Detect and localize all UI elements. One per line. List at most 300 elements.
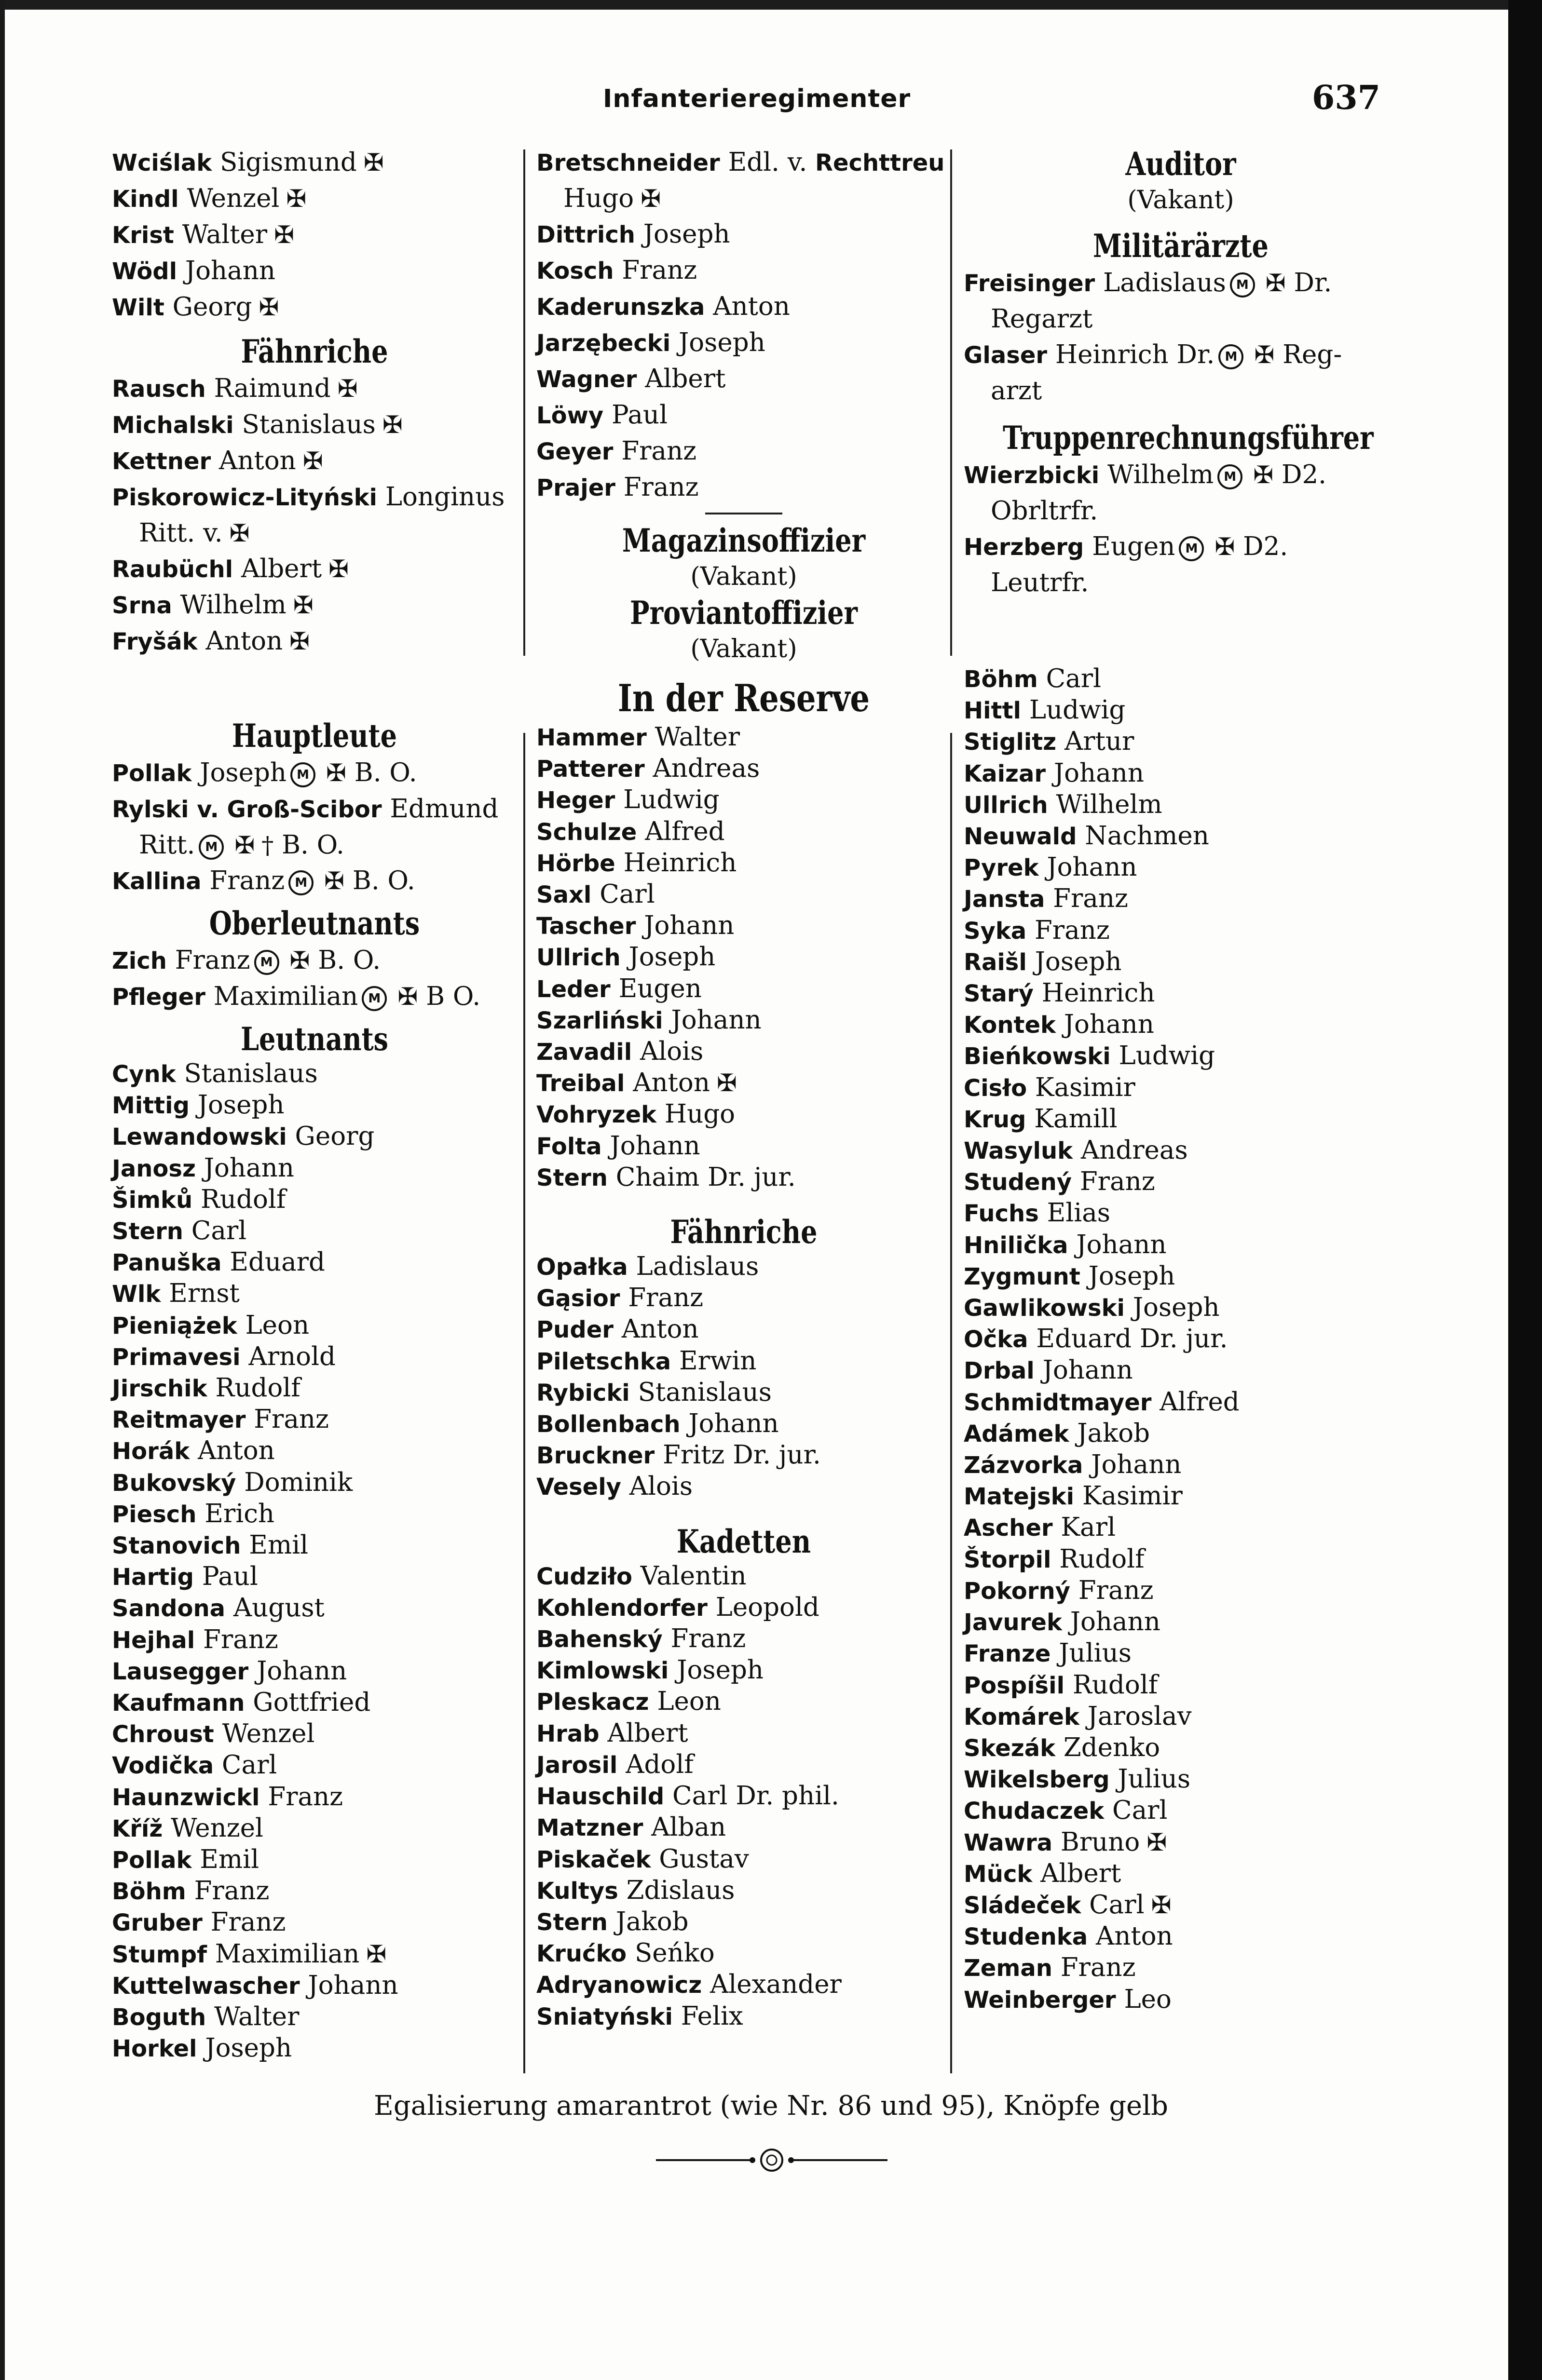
entry-surname: Bollenbach — [536, 1411, 681, 1438]
entry-given-name: Raimund — [205, 374, 331, 403]
entry-suffix: Reg- — [1274, 340, 1342, 369]
list-item — [536, 433, 951, 470]
entry-surname: Kettner — [112, 448, 211, 475]
entry-surname: Hrab — [536, 1720, 600, 1747]
medal-mark-icon: M — [1179, 536, 1204, 561]
entry-surname: Böhm — [112, 1878, 186, 1906]
entry-surname: Löwy — [536, 402, 604, 429]
entry-surname: Srna — [112, 592, 172, 619]
entry-given-name: Maximilian — [205, 982, 358, 1011]
entry-given-name: Kamill — [1026, 1104, 1118, 1134]
list-item — [536, 1907, 951, 1938]
entry-surname: Bukovský — [112, 1469, 236, 1497]
list-item — [964, 1135, 1398, 1166]
entry-given-name: Elias — [1038, 1198, 1110, 1228]
list-item — [536, 1471, 951, 1502]
entry-given-name: Franz — [186, 1876, 270, 1906]
entry-surname: Reitmayer — [112, 1406, 246, 1434]
entry-given-name: Franz — [662, 1624, 746, 1654]
entry-surname: Dittrich — [536, 221, 635, 248]
section-title-truppenrechnungsfuehrer: Truppenrechnungsführer — [1003, 419, 1374, 457]
entry-surname: Studený — [964, 1169, 1072, 1196]
entry-given-name: Joseph — [620, 942, 716, 972]
section-title-hauptleute: Hauptleute — [232, 717, 397, 755]
entry-surname: Cisło — [964, 1074, 1027, 1102]
entry-given-name: Johann — [601, 1131, 700, 1161]
entry-continuation: Ritt. — [139, 830, 195, 860]
list-item — [536, 1592, 951, 1623]
entry-surname: Zygmunt — [964, 1263, 1080, 1290]
list-item — [536, 1686, 951, 1717]
list-item — [536, 1812, 951, 1843]
entry-surname: Kultys — [536, 1877, 618, 1905]
entry-given-name: Rudolf — [207, 1373, 300, 1403]
entry-surname: Studenka — [964, 1923, 1088, 1951]
entry-given-name: Franz — [613, 436, 697, 466]
entry-given-name: Franz — [166, 946, 250, 975]
entry-suffix: B. O. — [310, 946, 381, 975]
entry-surname: Horkel — [112, 2035, 197, 2063]
entry-surname: Pleskacz — [536, 1689, 649, 1716]
faehnriche-reserve-list — [536, 1251, 951, 1503]
entry-given-name: Maximilian — [206, 1939, 360, 1969]
list-item — [112, 1499, 517, 1530]
entry-suffix: B O. — [418, 982, 481, 1011]
entry-surname: Piskaček — [536, 1846, 651, 1873]
entry-given-name: Emil — [241, 1530, 309, 1560]
entry-given-name: Anton — [1088, 1921, 1173, 1951]
entry-given-name: Zdenko — [1055, 1732, 1160, 1762]
entry-surname: Gąsior — [536, 1285, 620, 1312]
entry-surname: Leder — [536, 975, 611, 1003]
list-item — [964, 1858, 1398, 1890]
entry-surname: Stumpf — [112, 1941, 207, 1968]
entry-surname: Jarosil — [536, 1751, 618, 1779]
entry-surname: Bruckner — [536, 1442, 655, 1470]
entry-given-name: Ludwig — [615, 785, 720, 815]
entry-continuation: arzt — [991, 376, 1042, 406]
entry-continuation: Regarzt — [991, 304, 1093, 334]
list-item — [964, 1701, 1398, 1732]
entry-surname: Chudaczek — [964, 1798, 1105, 1825]
entry-surname: Hnilička — [964, 1231, 1068, 1259]
entry-surname: Matzner — [536, 1814, 643, 1842]
list-item — [112, 1782, 517, 1813]
entry-surname-2: Rechttreu — [807, 149, 945, 176]
cross-icon: ✠ — [326, 759, 346, 787]
entry-given-name: Wilhelm — [1048, 789, 1162, 819]
list-item — [536, 181, 951, 216]
entry-given-name: Paul — [194, 1562, 258, 1592]
entry-given-name: Rudolf — [1051, 1544, 1145, 1574]
list-item — [112, 1278, 517, 1310]
entry-suffix: B. O. — [273, 830, 344, 860]
entry-given-name: Walter — [646, 722, 740, 752]
entry-surname: Kallina — [112, 868, 202, 895]
entry-given-name: Erwin — [671, 1346, 757, 1376]
entry-given-name: Anton — [197, 626, 283, 656]
list-item — [112, 1058, 517, 1090]
entry-given-name: Georg — [164, 292, 252, 322]
cross-icon: ✠ — [234, 831, 255, 859]
list-item — [536, 1844, 951, 1875]
entry-given-name: Alexander — [702, 1970, 842, 2000]
list-item — [536, 816, 951, 848]
medal-mark-icon: M — [254, 950, 279, 975]
entry-given-name: Johann — [248, 1656, 347, 1686]
entry-surname: Kohlendorfer — [536, 1594, 708, 1622]
entry-surname: Stern — [536, 1908, 608, 1936]
entry-surname: Schmidtmayer — [964, 1389, 1152, 1416]
list-item — [964, 373, 1398, 409]
list-item — [964, 1512, 1398, 1543]
entry-surname: Pokorný — [964, 1577, 1070, 1605]
hauptleute-list — [112, 755, 517, 899]
entry-surname: Wagner — [536, 366, 637, 393]
left-top-list — [112, 145, 517, 325]
list-item — [964, 1575, 1398, 1607]
section-title-faehnriche-reserve: Fähnriche — [670, 1213, 818, 1251]
entry-given-name: Seńko — [627, 1938, 715, 1968]
list-item — [536, 974, 951, 1005]
entry-surname: Kuttelwascher — [112, 1972, 300, 2000]
entry-surname: Kindl — [112, 186, 179, 213]
reserve-list-right — [964, 663, 1398, 2015]
list-item — [964, 852, 1398, 883]
entry-given-name: Johann — [300, 1970, 398, 2000]
list-item — [964, 695, 1398, 726]
middle-column — [536, 145, 951, 2032]
entry-surname: Rylski v. Groß-Scibor — [112, 796, 382, 823]
entry-surname: Lausegger — [112, 1658, 249, 1685]
entry-given-name: Alfred — [637, 816, 725, 846]
entry-given-name: Rudolf — [1064, 1670, 1158, 1700]
entry-given-name: Joseph — [670, 328, 765, 357]
entry-given-name: Joseph — [669, 1655, 764, 1685]
entry-surname: Hartig — [112, 1564, 194, 1591]
list-item — [964, 947, 1398, 978]
entry-surname: Hörbe — [536, 850, 615, 877]
entry-surname: Bieńkowski — [964, 1043, 1111, 1070]
list-item — [964, 337, 1398, 373]
list-item — [112, 2033, 517, 2064]
list-item — [964, 1795, 1398, 1826]
entry-given-name: Kasimir — [1027, 1072, 1135, 1102]
entry-surname: Sniatyński — [536, 2003, 673, 2030]
entry-given-name: Felix — [672, 2001, 743, 2031]
cross-icon: ✠ — [397, 983, 418, 1011]
column-divider-3 — [523, 733, 525, 2073]
cross-icon: ✠ — [229, 519, 250, 547]
entry-given-name: Franz — [1052, 1953, 1136, 1983]
leutnants-list — [112, 1058, 517, 2065]
entry-surname: Pfleger — [112, 984, 205, 1011]
list-item — [112, 755, 517, 791]
entry-surname: Hammer — [536, 724, 647, 751]
entry-surname: Ullrich — [964, 791, 1048, 819]
cross-icon: ✠ — [289, 627, 310, 655]
list-item — [112, 1687, 517, 1718]
entry-surname: Wikelsberg — [964, 1766, 1110, 1794]
entry-surname: Zavadil — [536, 1039, 632, 1066]
list-item — [964, 663, 1398, 695]
entry-continuation: Hugo — [563, 184, 634, 213]
entry-continuation: Obrltrfr. — [991, 496, 1098, 526]
entry-surname: Javurek — [964, 1609, 1062, 1636]
list-item — [536, 910, 951, 942]
list-item — [112, 623, 517, 660]
entry-surname: Franze — [964, 1640, 1051, 1668]
entry-given-name: Walter — [206, 2002, 300, 2032]
entry-surname: Wasyluk — [964, 1137, 1073, 1165]
entry-surname: Piskorowicz-Lityński — [112, 484, 377, 511]
list-item — [112, 407, 517, 443]
entry-surname: Boguth — [112, 2004, 206, 2031]
list-item — [112, 1310, 517, 1341]
entry-surname: Panuška — [112, 1249, 222, 1277]
entry-surname: Kříž — [112, 1815, 163, 1842]
entry-surname: Ullrich — [536, 944, 621, 972]
entry-surname: Hejhal — [112, 1626, 195, 1654]
entry-suffix: Dr. jur. — [1132, 1324, 1228, 1354]
medal-mark-icon: M — [362, 986, 387, 1011]
entry-given-name: Julius — [1109, 1764, 1191, 1794]
entry-given-name: Edl. v. — [720, 148, 807, 177]
entry-surname: Heger — [536, 787, 615, 814]
column-divider-1 — [523, 149, 525, 656]
entry-given-name: Albert — [637, 364, 726, 393]
list-item — [112, 479, 517, 515]
entry-given-name: Heinrich — [1033, 978, 1155, 1008]
list-item — [964, 565, 1398, 601]
list-item — [536, 1099, 951, 1130]
list-item — [112, 1939, 517, 1970]
entry-given-name: Edmund — [382, 794, 499, 824]
entry-given-name: Johann — [680, 1409, 779, 1439]
list-item — [112, 253, 517, 289]
entry-surname: Raubüchl — [112, 556, 233, 583]
list-item — [112, 1090, 517, 1121]
cross-icon: ✠ — [1151, 1891, 1172, 1919]
entry-given-name: Jakob — [607, 1907, 689, 1936]
list-item — [964, 1984, 1398, 2015]
section-title-reserve: In der Reserve — [617, 676, 870, 720]
cross-icon: ✠ — [286, 185, 307, 213]
entry-given-name: Georg — [287, 1122, 375, 1151]
entry-surname: Geyer — [536, 438, 614, 465]
entry-given-name: Eduard — [1028, 1324, 1132, 1354]
list-item — [964, 915, 1398, 947]
entry-given-name: Anton — [190, 1436, 275, 1466]
list-item — [536, 1131, 951, 1162]
entry-surname: Wierzbicki — [964, 462, 1100, 489]
section-title-oberleutnants: Oberleutnants — [209, 905, 420, 942]
section-title-faehnriche: Fähnriche — [241, 333, 388, 370]
list-item — [112, 1467, 517, 1499]
entry-surname: Wödl — [112, 258, 177, 285]
cross-icon: ✠ — [363, 149, 384, 176]
entry-given-name: Joseph — [1080, 1261, 1175, 1291]
magazinsoffizier-value: (Vakant) — [690, 562, 797, 591]
entry-surname: Pospíšil — [964, 1672, 1065, 1699]
entry-surname: Pollak — [112, 760, 192, 787]
entry-given-name: Alois — [621, 1472, 693, 1501]
entry-surname: Wilt — [112, 294, 164, 321]
list-item — [536, 1162, 951, 1193]
entry-surname: Ascher — [964, 1515, 1053, 1542]
list-item — [112, 1153, 517, 1184]
medal-mark-icon: M — [288, 870, 314, 895]
list-item — [964, 1292, 1398, 1324]
entry-surname: Stanovich — [112, 1532, 241, 1560]
list-item — [964, 1670, 1398, 1701]
list-item — [536, 470, 951, 506]
entry-surname: Herzberg — [964, 534, 1084, 561]
list-item — [536, 1875, 951, 1907]
entry-given-name: Leon — [237, 1310, 310, 1340]
entry-surname: Piesch — [112, 1501, 197, 1528]
entry-surname: Pyrek — [964, 854, 1039, 882]
list-item — [112, 587, 517, 623]
entry-given-name: Anton — [211, 446, 296, 475]
entry-given-name: Dominik — [236, 1467, 353, 1497]
entry-continuation: Leutrfr. — [991, 568, 1089, 597]
entry-surname: Patterer — [536, 756, 645, 783]
entry-given-name: Artur — [1056, 727, 1134, 757]
list-item — [112, 1435, 517, 1467]
list-item — [112, 1876, 517, 1907]
list-item — [536, 1440, 951, 1471]
entry-surname: Vodička — [112, 1752, 214, 1780]
entry-given-name: Hugo — [656, 1099, 736, 1129]
cross-icon: ✠ — [1253, 461, 1274, 489]
entry-given-name: Longinus — [377, 482, 505, 512]
entry-surname: Michalski — [112, 412, 234, 439]
entry-given-name: Alfred — [1151, 1387, 1240, 1417]
entry-given-name: Johann — [1062, 1607, 1160, 1637]
entry-surname: Jansta — [964, 886, 1045, 913]
entry-surname: Komárek — [964, 1703, 1079, 1731]
entry-given-name: Jaroslav — [1079, 1701, 1192, 1731]
list-item — [964, 457, 1398, 493]
list-item — [964, 1166, 1398, 1198]
list-item — [112, 863, 517, 899]
entry-surname: Rausch — [112, 376, 206, 403]
entry-given-name: Leo — [1116, 1984, 1172, 2014]
page-header — [0, 79, 1542, 123]
entry-surname: Bretschneider — [536, 149, 720, 176]
entry-given-name: Carl — [214, 1750, 277, 1780]
entry-surname: Jarzębecki — [536, 330, 671, 357]
entry-surname: Zich — [112, 947, 167, 974]
list-item — [536, 1781, 951, 1812]
entry-given-name: Carl — [1081, 1890, 1145, 1920]
list-item — [112, 217, 517, 253]
entry-surname: Šimků — [112, 1186, 193, 1214]
list-item — [536, 722, 951, 753]
list-item — [112, 1624, 517, 1656]
entry-given-name: Carl — [591, 879, 655, 909]
list-item — [964, 1544, 1398, 1575]
entry-surname: Kaizar — [964, 760, 1046, 787]
entry-surname: Treibal — [536, 1070, 625, 1097]
entry-surname: Pollak — [112, 1847, 192, 1874]
list-item — [112, 515, 517, 551]
entry-given-name: Franz — [614, 256, 697, 285]
entry-surname: Mittig — [112, 1092, 190, 1120]
list-item — [536, 1251, 951, 1283]
list-item — [536, 1718, 951, 1749]
list-item — [964, 1418, 1398, 1449]
list-item — [964, 1732, 1398, 1764]
list-item — [964, 883, 1398, 915]
entry-given-name: Andreas — [1073, 1136, 1188, 1165]
list-item — [964, 529, 1398, 565]
section-title-leutnants: Leutnants — [240, 1020, 389, 1058]
cross-icon: ✠ — [382, 411, 403, 439]
entry-surname: Janosz — [112, 1155, 196, 1182]
entry-suffix: Dr. jur. — [724, 1440, 821, 1470]
entry-surname: Cudziło — [536, 1563, 632, 1590]
entry-surname: Očka — [964, 1326, 1028, 1353]
list-item — [964, 1072, 1398, 1104]
entry-surname: Piletschka — [536, 1348, 671, 1375]
entry-given-name: Wenzel — [163, 1813, 264, 1843]
entry-surname: Wlk — [112, 1281, 161, 1308]
entry-given-name: Albert — [1032, 1858, 1121, 1888]
list-item — [964, 1230, 1398, 1261]
entry-given-name: Leon — [649, 1687, 721, 1717]
entry-given-name: Johann — [636, 911, 735, 941]
entry-given-name: Carl — [183, 1216, 247, 1246]
entry-surname: Mück — [964, 1860, 1033, 1888]
list-item — [536, 397, 951, 433]
entry-given-name: Joseph — [1124, 1293, 1220, 1323]
list-item — [536, 1561, 951, 1592]
oberleutnants-list — [112, 943, 517, 1015]
entry-given-name: Stanislaus — [176, 1059, 318, 1088]
medal-mark-icon: M — [199, 835, 224, 860]
scan-edge-right — [1508, 0, 1542, 2380]
list-item — [964, 726, 1398, 757]
cross-icon: ✠ — [1254, 341, 1275, 369]
entry-surname: Szarliński — [536, 1007, 663, 1034]
medal-mark-icon: M — [1217, 464, 1242, 489]
entry-surname: Wawra — [964, 1829, 1053, 1856]
list-item — [112, 1813, 517, 1844]
entry-surname: Bahenský — [536, 1626, 663, 1653]
list-item — [112, 2001, 517, 2033]
entry-suffix: D2. — [1273, 460, 1327, 489]
entry-given-name: Joseph — [1026, 947, 1122, 976]
entry-given-name: Valentin — [632, 1561, 747, 1591]
list-item — [964, 1041, 1398, 1072]
list-item — [964, 1764, 1398, 1795]
short-rule — [705, 513, 782, 514]
entry-surname: Neuwald — [964, 823, 1077, 851]
list-item — [536, 361, 951, 397]
proviantoffizier-value: (Vakant) — [690, 635, 797, 663]
entry-surname: Tascher — [536, 913, 636, 940]
entry-given-name: Carl — [1104, 1796, 1168, 1826]
entry-given-name: Stanislaus — [629, 1377, 772, 1407]
entry-given-name: Alban — [643, 1812, 726, 1842]
cross-icon: ✠ — [274, 221, 295, 249]
entry-surname: Wciślak — [112, 149, 212, 176]
entry-given-name: Johann — [663, 1005, 762, 1035]
list-item — [112, 1184, 517, 1216]
list-item — [112, 943, 517, 979]
